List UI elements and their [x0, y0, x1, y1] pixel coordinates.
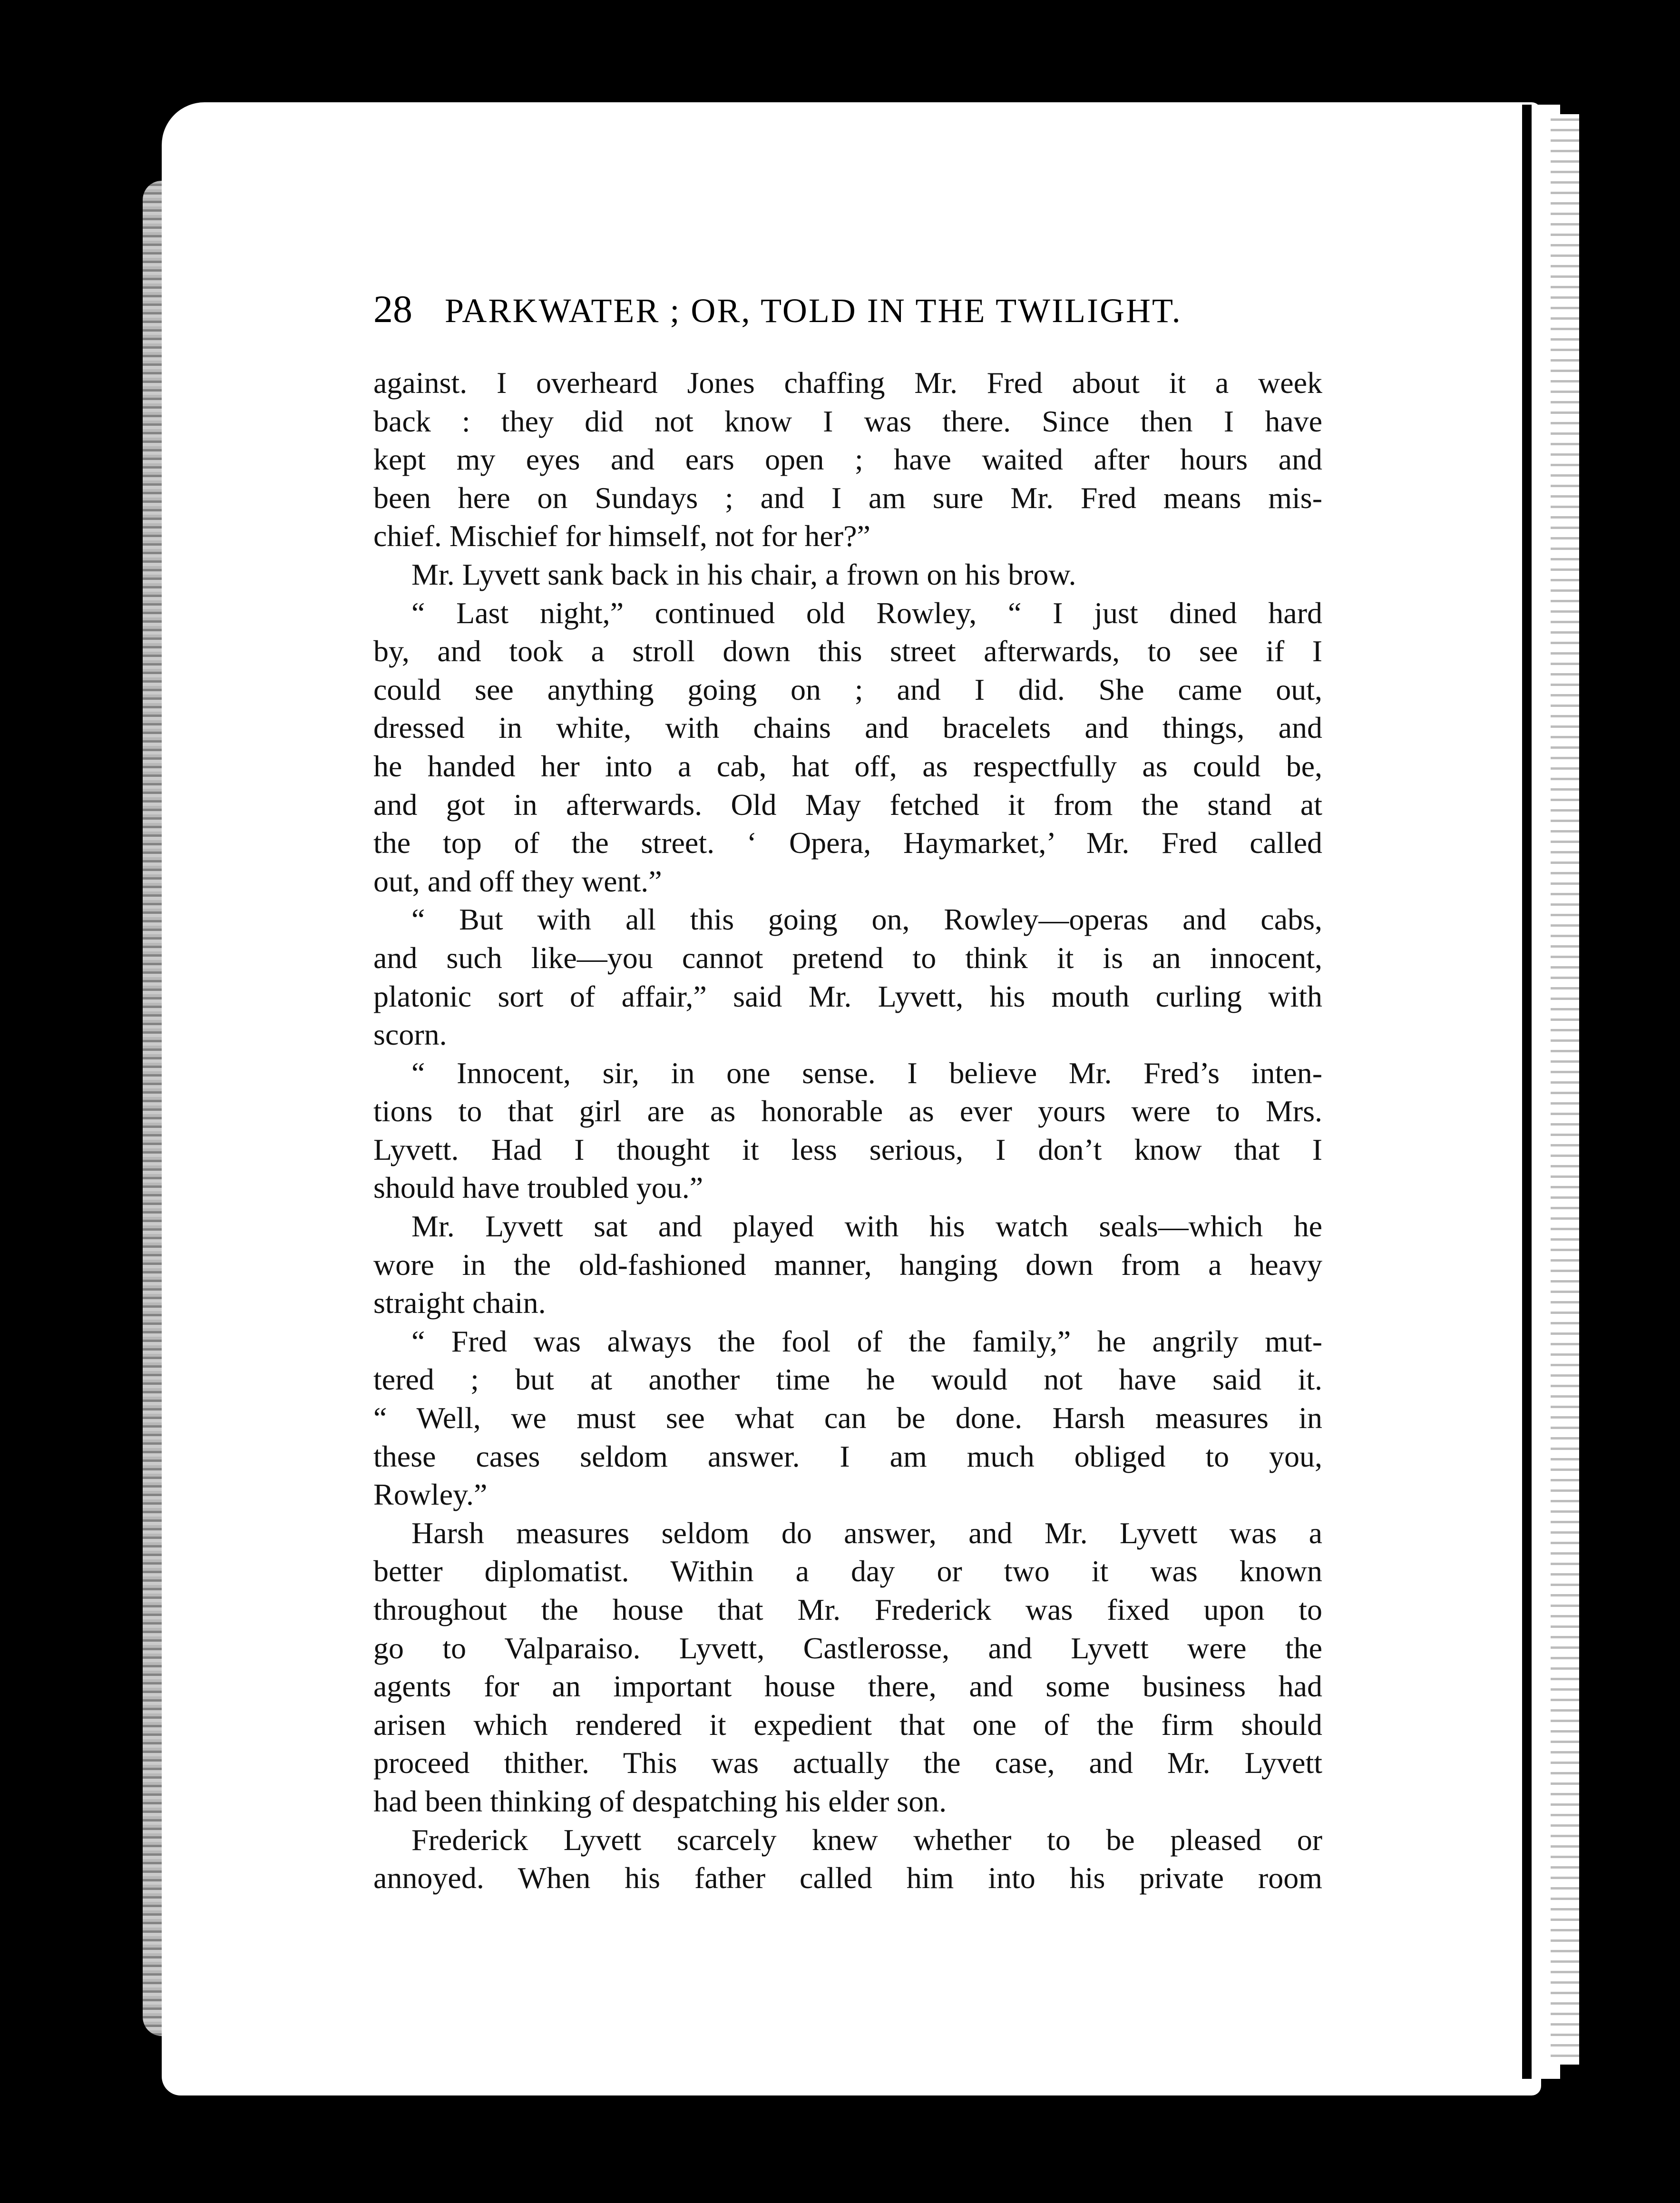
text-line: dressed in white, with chains and bracelets and things, and — [373, 711, 1322, 745]
text-line: straight chain. — [373, 1286, 546, 1320]
text-line: agents for an important house there, and some business had — [373, 1669, 1322, 1704]
text-line: he handed her into a cab, hat off, as respectfully as could be, — [373, 749, 1322, 783]
page-number: 28 — [373, 287, 412, 331]
text-line: tered ; but at another time he would not have said it. — [373, 1362, 1322, 1397]
text-line: platonic sort of affair,” said Mr. Lyvett, his mouth curling with — [373, 979, 1322, 1013]
text-line: Harsh measures seldom do answer, and Mr. Lyvett was a — [411, 1516, 1322, 1550]
text-line: arisen which rendered it expedient that one of the firm should — [373, 1707, 1322, 1742]
text-line: scorn. — [373, 1018, 447, 1052]
text-line: and got in afterwards. Old May fetched it from the stand at — [373, 787, 1322, 822]
text-line: kept my eyes and ears open ; have waited after hours and — [373, 442, 1322, 477]
text-line: annoyed. When his father called him into his private room — [373, 1861, 1322, 1895]
text-line: these cases seldom answer. I am much obliged to you, — [373, 1439, 1322, 1473]
text-line: been here on Sundays ; and I am sure Mr. Fred means mis- — [373, 480, 1322, 515]
running-header — [373, 288, 1315, 332]
text-line: Mr. Lyvett sat and played with his watch seals—which he — [411, 1209, 1322, 1243]
text-line: against. I overheard Jones chaffing Mr. Fred about it a week — [373, 366, 1322, 400]
running-title: PARKWATER ; OR, TOLD IN THE TWILIGHT. — [445, 292, 1182, 330]
text-line: proceed thither. This was actually the case, and Mr. Lyvett — [373, 1746, 1322, 1780]
text-line: Frederick Lyvett scarcely knew whether to be pleased or — [411, 1822, 1322, 1857]
text-line: tions to that girl are as honorable as ever yours were to Mrs. — [373, 1094, 1322, 1128]
text-line: better diplomatist. Within a day or two it was known — [373, 1554, 1322, 1588]
text-line: Lyvett. Had I thought it less serious, I don’t know that I — [373, 1132, 1322, 1166]
text-line: had been thinking of despatching his elder son. — [373, 1784, 947, 1818]
text-line: the top of the street. ‘ Opera, Haymarket,’ Mr. Fred called — [373, 826, 1322, 860]
text-line: Rowley.” — [373, 1478, 488, 1512]
text-line: by, and took a stroll down this street afterwards, to see if I — [373, 634, 1322, 668]
text-line: throughout the house that Mr. Frederick was fixed upon to — [373, 1593, 1322, 1626]
text-line: could see anything going on ; and I did. She came out, — [373, 672, 1322, 706]
right-edge-shadow — [1522, 105, 1532, 2079]
text-line: back : they did not know I was there. Since then I have — [373, 404, 1322, 438]
text-line: should have troubled you.” — [373, 1171, 703, 1205]
text-line: “ Last night,” continued old Rowley, “ I just dined hard — [411, 596, 1322, 630]
text-line: go to Valparaiso. Lyvett, Castlerosse, and Lyvett were the — [373, 1631, 1322, 1665]
text-line: “ Well, we must see what can be done. Harsh measures in — [373, 1401, 1322, 1435]
text-line: out, and off they went.” — [373, 864, 662, 898]
text-line: wore in the old-fashioned manner, hanging down from a heavy — [373, 1247, 1322, 1282]
text-line: Mr. Lyvett sank back in his chair, a frown on his brow. — [411, 557, 1076, 591]
text-line: “ But with all this going on, Rowley—operas and cabs, — [411, 902, 1322, 937]
text-line: chief. Mischief for himself, not for her?” — [373, 519, 870, 553]
text-line: “ Innocent, sir, in one sense. I believe Mr. Fred’s inten- — [411, 1056, 1322, 1090]
body-text — [373, 364, 1322, 1898]
text-line: “ Fred was always the fool of the family,” he angrily mut- — [411, 1324, 1322, 1358]
text-line: and such like—you cannot pretend to think it is an innocent, — [373, 940, 1322, 975]
right-edge-pages — [1551, 114, 1579, 2065]
